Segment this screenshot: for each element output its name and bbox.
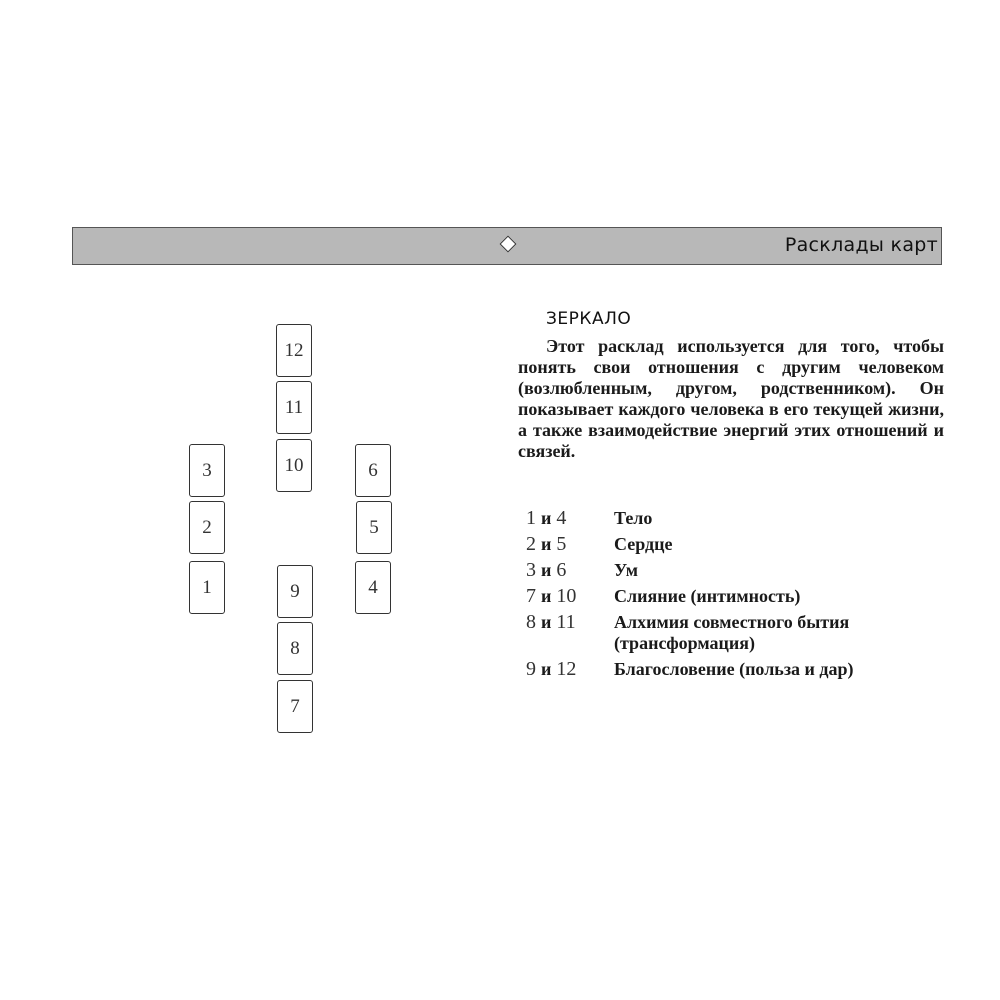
legend-second-number: 4 (556, 507, 567, 529)
card-position-6: 6 (355, 444, 391, 497)
card-position-4: 4 (355, 561, 391, 614)
legend-label: Ум (614, 560, 638, 580)
card-position-10: 10 (276, 439, 312, 492)
legend-label: Тело (614, 508, 653, 528)
positions-legend (526, 508, 946, 685)
legend-second-number: 5 (556, 533, 567, 555)
section-title: Расклады карт (784, 234, 938, 256)
legend-label: Слияние (интимность) (614, 586, 801, 606)
card-position-5: 5 (356, 501, 392, 554)
legend-first-number: 9 (526, 658, 536, 680)
legend-conjunction: и (541, 560, 552, 580)
legend-row (526, 586, 946, 607)
card-position-9: 9 (277, 565, 313, 618)
legend-second-number: 10 (556, 585, 577, 607)
legend-first-number: 7 (526, 585, 536, 607)
legend-label: Сердце (614, 534, 673, 554)
legend-second-number: 12 (556, 658, 577, 680)
legend-second-number: 6 (556, 559, 567, 581)
legend-row (526, 534, 946, 555)
card-position-3: 3 (189, 444, 225, 497)
legend-conjunction: и (541, 612, 552, 632)
card-position-1: 1 (189, 561, 225, 614)
legend-second-number: 11 (556, 611, 576, 633)
legend-row (526, 659, 946, 680)
legend-first-number: 8 (526, 611, 536, 633)
legend-first-number: 2 (526, 533, 536, 555)
legend-label: Алхимия совместного бытия (трансформация) (614, 612, 850, 653)
legend-first-number: 3 (526, 559, 536, 581)
legend-label: Благословение (польза и дар) (614, 659, 854, 679)
card-position-11: 11 (276, 381, 312, 434)
card-position-7: 7 (277, 680, 313, 733)
spread-description: Этот расклад используется для того, чтобы понять свои отношения с другим человеком (возлюбленным, другом, родственником). Он показывает каждого человека в его текущей жизни, а также взаимодействие энергий этих отношений и связей. (518, 336, 944, 461)
card-position-2: 2 (189, 501, 225, 554)
legend-pair (526, 612, 614, 633)
card-position-8: 8 (277, 622, 313, 675)
legend-row (526, 508, 946, 529)
legend-first-number: 1 (526, 507, 536, 529)
legend-conjunction: и (541, 534, 552, 554)
legend-conjunction: и (541, 659, 552, 679)
spread-title: ЗЕРКАЛО (546, 309, 632, 329)
legend-pair (526, 534, 614, 555)
legend-row (526, 560, 946, 581)
legend-conjunction: и (541, 508, 552, 528)
legend-conjunction: и (541, 586, 552, 606)
legend-pair (526, 659, 614, 680)
legend-pair (526, 560, 614, 581)
card-position-12: 12 (276, 324, 312, 377)
legend-pair (526, 508, 614, 529)
legend-row (526, 612, 946, 654)
legend-pair (526, 586, 614, 607)
